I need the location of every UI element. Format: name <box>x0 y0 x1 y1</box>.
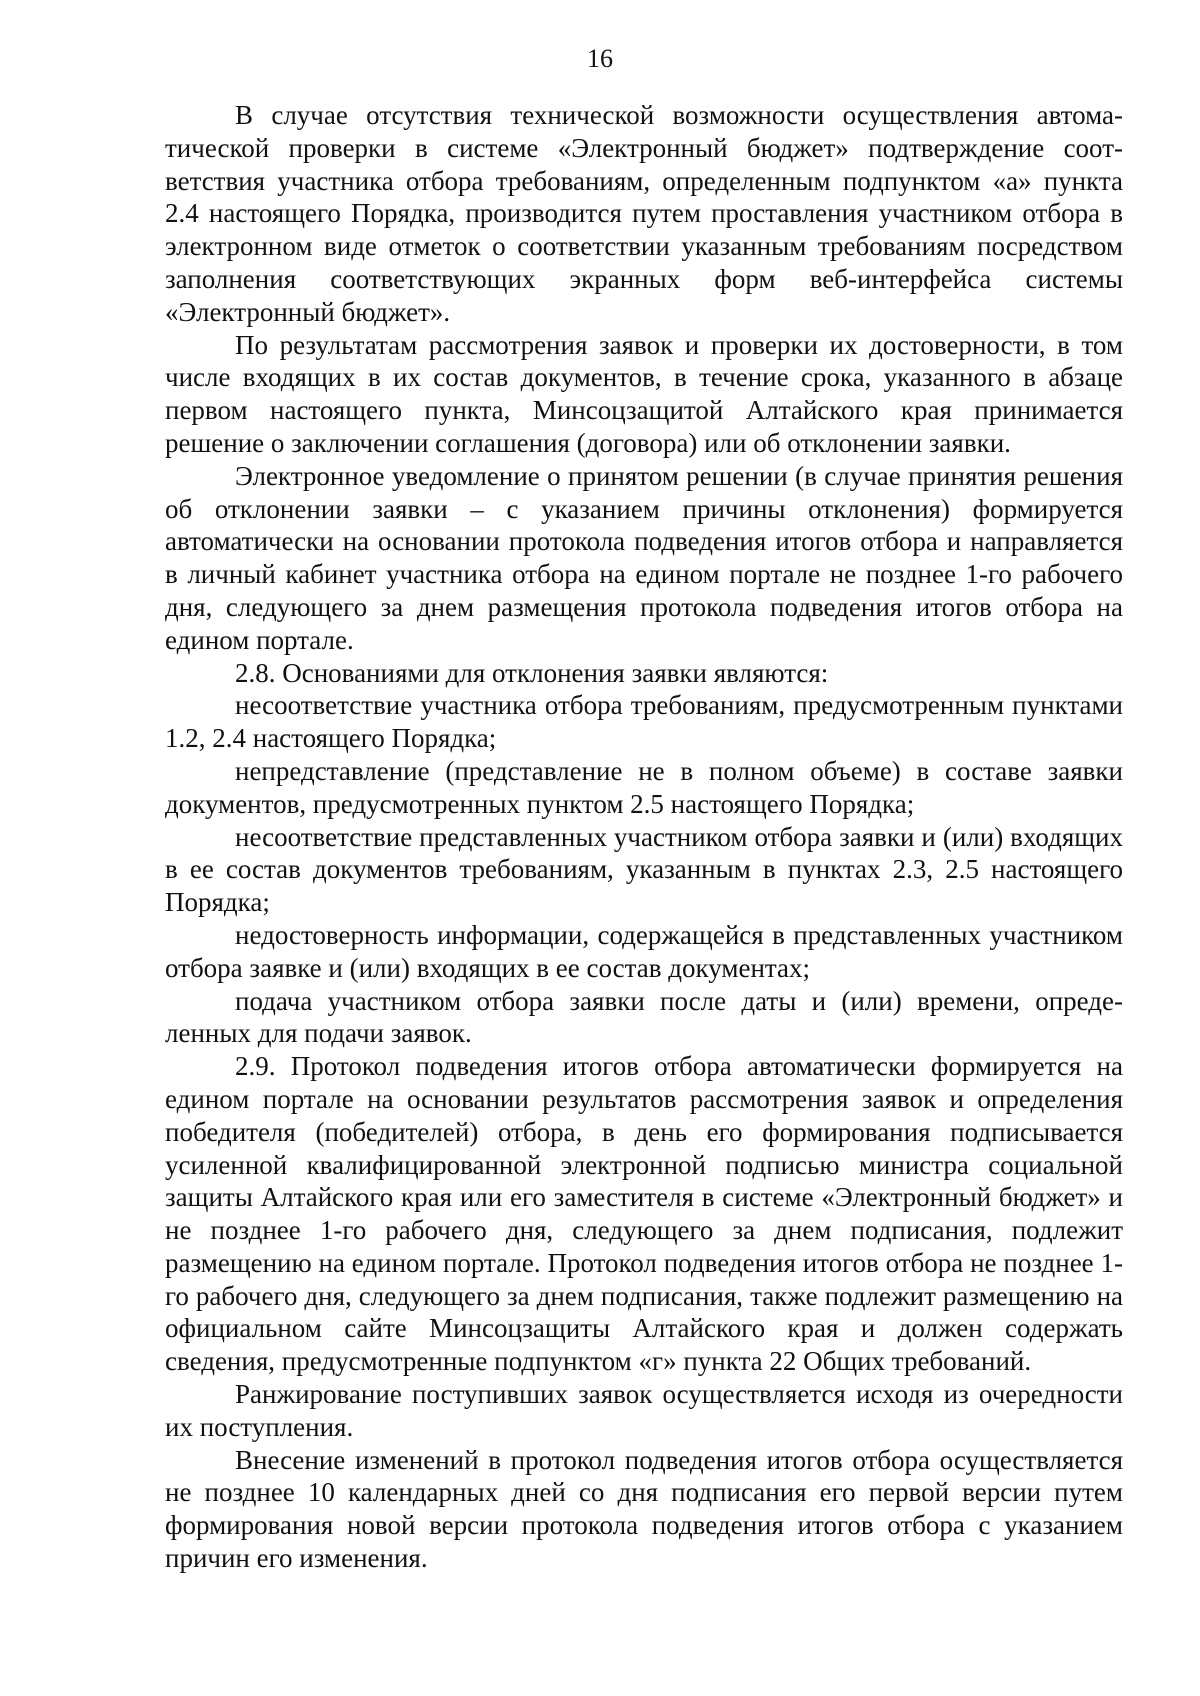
paragraph-2-8-heading: 2.8. Основаниями для отклонения заявки являются: <box>235 657 829 688</box>
paragraph-rejection-ground-4: недостоверность информации, содержащейся в представленных участником отбора заявке и (или) входящих в ее состав документах; <box>165 919 1123 983</box>
paragraph-no-auto-check: В случае отсутствия технической возможности осуществления автоматической проверки в системе «Электронный бюджет» подтверждение соответствия участника отбора требованиям, определенным подпунктом «а» пункта 2.4 настоящего Порядка, производится путем проставления участником отбора в электронном виде отметок о соответствии указанным требованиям посредством заполнения соответствующих экранных форм веб-интерфейса системы «Электронный бюджет». <box>165 100 1123 327</box>
paragraph-electronic-notice: Электронное уведомление о принятом решении (в случае принятия решения об отклонении заявки – с указанием причины отклонения) формируется автоматически на основании протокола подведения итогов отбора и направляется в личный кабинет участника отбора на едином портале не позднее 1-го рабочего дня, следующего за днем размещения протокола подведения итогов отбора на едином портале. <box>165 460 1123 655</box>
paragraph-decision: По результатам рассмотрения заявок и проверки их достоверности, в том числе входящих в их состав документов, в течение срока, указанного в абзаце первом настоящего пункта, Минсоцзащитой Алтайского края принимается решение о заключении соглашения (договора) или об отклонении заявки. <box>165 329 1123 458</box>
paragraph-ranking: Ранжирование поступивших заявок осуществляется исходя из очередности их поступления. <box>165 1379 1123 1442</box>
paragraph-rejection-ground-1: несоответствие участника отбора требованиям, предусмотренным пунктами 1.2, 2.4 настоящего Порядка; <box>165 690 1123 754</box>
paragraph-rejection-ground-5: подача участником отбора заявки после даты и (или) времени, определенных для подачи заявок. <box>165 985 1123 1049</box>
paragraph-rejection-ground-3: несоответствие представленных участником отбора заявки и (или) входящих в ее состав документов требованиям, указанным в пунктах 2.3, 2.5 настоящего Порядка; <box>165 821 1123 918</box>
page-number: 16 <box>587 44 613 73</box>
paragraph-2-9-protocol: 2.9. Протокол подведения итогов отбора автоматически формируется на едином портале на основании результатов рассмотрения заявок и определения победителя (победителей) отбора, в день его формирования подписывается усиленной квалифицированной электронной подписью министра социальной защиты Алтайского края или его заместителя в системе «Электронный бюджет» и не позднее 1-го рабочего дня, следующего за днем подписания, подлежит размещению на едином портале. Протокол подведения итогов отбора не позднее 1-го рабочего дня, следующего за днем подписания, также подлежит размещению на официальном сайте Минсоцзащиты Алтайского края и должен содержать сведения, предусмотренные подпунктом «г» пункта 22 Общих требований. <box>165 1051 1123 1377</box>
paragraph-rejection-ground-2: непредставление (представление не в полном объеме) в составе заявки документов, предусмотренных пунктом 2.5 настоящего Порядка; <box>165 755 1123 819</box>
document-body <box>165 99 1123 1575</box>
paragraph-protocol-changes: Внесение изменений в протокол подведения итогов отбора осуществляется не позднее 10 календарных дней со дня подписания его первой версии путем формирования новой версии протокола подведения итогов отбора с указанием причин его изменения. <box>165 1444 1123 1574</box>
